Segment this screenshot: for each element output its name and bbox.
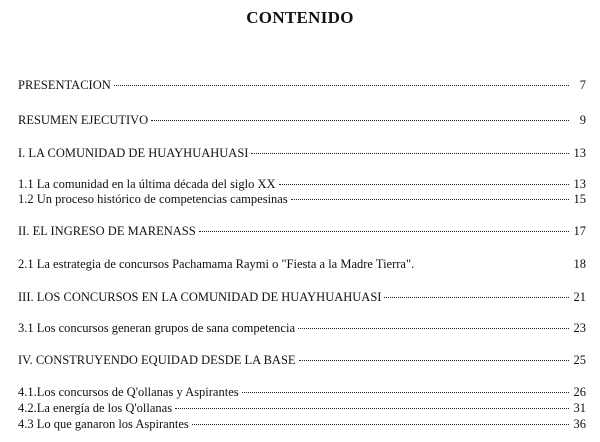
toc-label: III. LOS CONCURSOS EN LA COMUNIDAD DE HUAYHUAHUASI — [18, 290, 382, 304]
toc-entry-chapter-3[interactable] — [18, 290, 586, 305]
toc-page-number: 7 — [579, 78, 586, 92]
toc-leader — [251, 153, 569, 154]
toc-label: 3.1 Los concursos generan grupos de sana competencia — [18, 321, 295, 335]
page-title: CONTENIDO — [246, 8, 354, 27]
toc-leader — [151, 120, 569, 121]
toc-entry-section-4-3[interactable] — [18, 417, 586, 432]
toc-leader — [298, 328, 569, 329]
toc-page-number: 26 — [573, 385, 586, 399]
toc-label: 1.2 Un proceso histórico de competencias campesinas — [18, 192, 288, 206]
toc-entry-section-4-2[interactable] — [18, 401, 586, 416]
toc-leader — [199, 231, 569, 232]
toc-label: PRESENTACION — [18, 78, 111, 92]
toc-page-number: 9 — [579, 113, 586, 127]
toc-leader — [384, 297, 569, 298]
toc-leader — [192, 424, 569, 425]
toc-label: 4.2.La energía de los Q'ollanas — [18, 401, 173, 415]
toc-label: RESUMEN EJECUTIVO — [18, 113, 149, 127]
toc-page-number: 23 — [573, 321, 586, 335]
toc-page-number: 25 — [573, 353, 586, 367]
toc-page-number: 31 — [573, 401, 586, 415]
toc-page-number: 13 — [573, 177, 586, 191]
toc-leader — [279, 184, 569, 185]
toc-leader — [114, 85, 569, 86]
toc-entry-section-1-1[interactable] — [18, 177, 586, 192]
toc-entry-presentacion[interactable] — [18, 78, 586, 93]
toc-label: I. LA COMUNIDAD DE HUAYHUAHUASI — [18, 146, 249, 160]
toc-label: 4.1.Los concursos de Q'ollanas y Aspirantes — [18, 385, 239, 399]
toc-entry-section-4-1[interactable] — [18, 385, 586, 400]
toc-label: IV. CONSTRUYENDO EQUIDAD DESDE LA BASE — [18, 353, 296, 367]
toc-leader — [242, 392, 569, 393]
toc-leader — [291, 199, 569, 200]
toc-label: 1.1 La comunidad en la última década del siglo XX — [18, 177, 276, 191]
toc-entry-chapter-4[interactable] — [18, 353, 586, 368]
toc-leader — [175, 408, 569, 409]
toc-entry-section-2-1[interactable] — [18, 257, 586, 272]
toc-page-number: 17 — [573, 224, 586, 238]
toc-page-number: 15 — [573, 192, 586, 206]
toc-page-number: 18 — [573, 257, 586, 271]
toc-label: II. EL INGRESO DE MARENASS — [18, 224, 196, 238]
toc-label: 4.3 Lo que ganaron los Aspirantes — [18, 417, 189, 431]
toc-entry-section-1-2[interactable] — [18, 192, 586, 207]
toc-entry-resumen-ejecutivo[interactable] — [18, 113, 586, 128]
toc-entry-section-3-1[interactable] — [18, 321, 586, 336]
toc-page-number: 36 — [573, 417, 586, 431]
toc-page-number: 21 — [573, 290, 586, 304]
toc-entry-chapter-2[interactable] — [18, 224, 586, 239]
toc-page-number: 13 — [573, 146, 586, 160]
toc-label: 2.1 La estrategia de concursos Pachamama Raymi o "Fiesta a la Madre Tierra". — [18, 257, 415, 271]
toc-leader — [299, 360, 569, 361]
toc-entry-chapter-1[interactable] — [18, 146, 586, 161]
